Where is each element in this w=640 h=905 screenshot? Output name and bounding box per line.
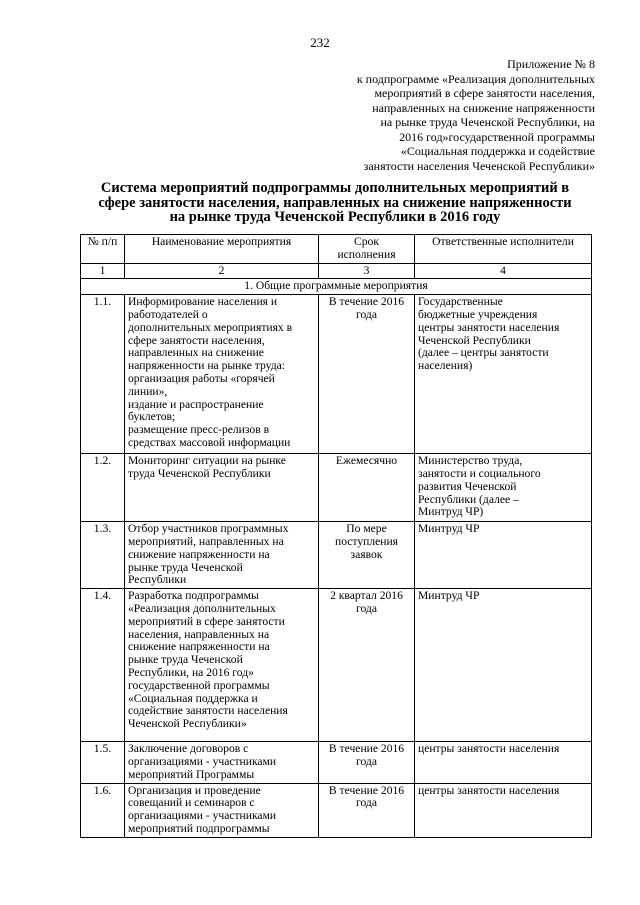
cell-line: В течение 2016 <box>328 783 405 797</box>
cell-line: направленных на снижение <box>128 346 264 360</box>
cell-line: содействие занятости населения <box>128 704 288 718</box>
column-number: 4 <box>415 263 592 279</box>
column-number: 2 <box>125 263 319 279</box>
cell-line: Минтруд ЧР <box>418 522 480 536</box>
column-number-row <box>81 263 592 279</box>
row-deadline <box>319 742 415 783</box>
cell-line: сфере занятости населения, <box>128 333 265 347</box>
cell-line: снижение напряженности на <box>128 640 270 654</box>
cell-line: рынке труда Чеченской <box>128 560 243 574</box>
cell-line: организациями - участниками <box>128 754 277 768</box>
row-responsible <box>415 589 592 742</box>
appendix-caption <box>295 57 595 173</box>
cell-line: центры занятости населения <box>418 742 560 756</box>
cell-line: Минтруд ЧР) <box>418 505 484 519</box>
table-row <box>81 522 592 589</box>
cell-line: линии», <box>128 384 168 398</box>
cell-line: «Социальная поддержка и <box>128 691 258 705</box>
cell-line: труда Чеченской Республики <box>128 466 271 480</box>
column-number: 1 <box>81 263 125 279</box>
events-table <box>80 234 592 838</box>
row-event-name <box>125 522 319 589</box>
cell-line: бюджетные учреждения <box>418 307 538 321</box>
cell-line: Информирование населения и <box>128 295 278 309</box>
cell-line: Разработка подпрограммы <box>128 589 259 603</box>
cell-line: издание и распространение <box>128 397 264 411</box>
appendix-line: 2016 год»государственной программы <box>399 129 595 144</box>
header-responsible: Ответственные исполнители <box>415 235 592 264</box>
cell-line: мероприятий, направленных на <box>128 534 284 548</box>
appendix-line: к подпрограмме «Реализация дополнительных <box>356 71 595 86</box>
cell-line: населения, направленных на <box>128 627 270 641</box>
cell-line: буклетов; <box>128 410 176 424</box>
cell-line: 2 квартал 2016 <box>330 589 403 603</box>
title-line: Система мероприятий подпрограммы дополнительных мероприятий в <box>100 180 570 196</box>
row-number: 1.5. <box>81 742 125 783</box>
cell-line: Республики (далее – <box>418 492 519 506</box>
table-row <box>81 454 592 522</box>
cell-line: поступления <box>334 534 399 548</box>
title-line: сфере занятости населения, направленных на снижение напряженности <box>98 194 572 211</box>
row-deadline <box>319 454 415 522</box>
row-deadline <box>319 295 415 454</box>
cell-line: центры занятости населения <box>418 320 560 334</box>
section-title: 1. Общие программные мероприятия <box>81 279 592 295</box>
row-responsible <box>415 522 592 589</box>
row-number: 1.2. <box>81 454 125 522</box>
row-responsible <box>415 454 592 522</box>
page-number: 232 <box>310 35 330 50</box>
row-event-name <box>125 742 319 783</box>
cell-line: Ежемесячно <box>335 454 398 468</box>
row-number: 1.4. <box>81 589 125 742</box>
row-number: 1.6. <box>81 783 125 837</box>
table-row <box>81 295 592 454</box>
cell-line: В течение 2016 <box>328 742 405 756</box>
row-event-name <box>125 783 319 837</box>
cell-line: работодателей о <box>128 307 208 321</box>
cell-line: Заключение договоров с <box>128 742 249 756</box>
header-term-line: Срок <box>354 235 379 248</box>
cell-line: Республики <box>128 573 187 587</box>
cell-line: рынке труда Чеченской <box>128 653 243 667</box>
section-row <box>81 279 592 295</box>
cell-line: По мере <box>346 522 387 536</box>
header-name: Наименование мероприятия <box>125 235 319 264</box>
cell-line: Отбор участников программных <box>128 522 289 536</box>
row-number: 1.3. <box>81 522 125 589</box>
cell-line: Чеченской Республики» <box>128 717 247 731</box>
cell-line: организациями - участниками <box>128 809 277 823</box>
title-line: на рынке труда Чеченской Республики в 2016 году <box>169 209 501 225</box>
appendix-line: «Социальная поддержка и содействие <box>400 144 595 158</box>
appendix-line: занятости населения Чеченской Республики» <box>363 158 595 173</box>
appendix-line: на рынке труда Чеченской Республики, на <box>380 115 595 129</box>
row-event-name <box>125 295 319 454</box>
document-title <box>70 181 600 225</box>
cell-line: средствах массовой информации <box>128 435 291 449</box>
cell-line: Организация и проведение <box>128 783 261 797</box>
header-term-line: исполнения <box>337 247 396 261</box>
cell-line: «Реализация дополнительных <box>128 601 276 615</box>
header-term <box>319 235 415 264</box>
cell-line: размещение пресс-релизов в <box>128 423 270 437</box>
cell-line: организация работы «горячей <box>128 371 275 385</box>
cell-line: центры занятости населения <box>418 783 560 797</box>
table-row <box>81 589 592 742</box>
row-deadline <box>319 522 415 589</box>
cell-line: населения) <box>418 359 473 373</box>
cell-line: мероприятий в сфере занятости <box>128 614 285 628</box>
header-num: № п/п <box>81 235 125 264</box>
row-event-name <box>125 589 319 742</box>
cell-line: Мониторинг ситуации на рынке <box>128 454 286 468</box>
cell-line: совещаний и семинаров с <box>128 796 255 810</box>
row-responsible <box>415 783 592 837</box>
row-responsible <box>415 295 592 454</box>
row-responsible <box>415 742 592 783</box>
appendix-line: мероприятий в сфере занятости населения, <box>374 86 595 100</box>
cell-line: Министерство труда, <box>418 454 523 468</box>
cell-line: занятости и социального <box>418 466 541 480</box>
table-header-row <box>81 235 592 264</box>
cell-line: Государственные <box>418 295 503 309</box>
table-row <box>81 742 592 783</box>
cell-line: Чеченской Республики <box>418 333 531 347</box>
row-deadline <box>319 589 415 742</box>
row-number: 1.1. <box>81 295 125 454</box>
cell-line: снижение напряженности на <box>128 547 270 561</box>
cell-line: года <box>356 307 377 321</box>
cell-line: напряженности на рынке труда: <box>128 359 285 373</box>
cell-line: дополнительных мероприятиях в <box>128 320 293 334</box>
cell-line: года <box>356 601 377 615</box>
appendix-line: направленных на снижение напряженности <box>372 100 595 115</box>
cell-line: В течение 2016 <box>328 295 405 309</box>
cell-line: года <box>356 796 377 810</box>
cell-line: государственной программы <box>128 678 270 692</box>
table-row <box>81 783 592 837</box>
cell-line: Республики, на 2016 год» <box>128 665 254 679</box>
column-number: 3 <box>319 263 415 279</box>
cell-line: мероприятий подпрограммы <box>128 821 270 835</box>
row-deadline <box>319 783 415 837</box>
appendix-line: Приложение № 8 <box>507 57 595 71</box>
row-event-name <box>125 454 319 522</box>
cell-line: развития Чеченской <box>418 479 517 493</box>
cell-line: заявок <box>350 547 383 561</box>
cell-line: года <box>356 754 377 768</box>
cell-line: (далее – центры занятости <box>418 346 549 360</box>
cell-line: Минтруд ЧР <box>418 589 480 603</box>
cell-line: мероприятий Программы <box>128 767 255 781</box>
